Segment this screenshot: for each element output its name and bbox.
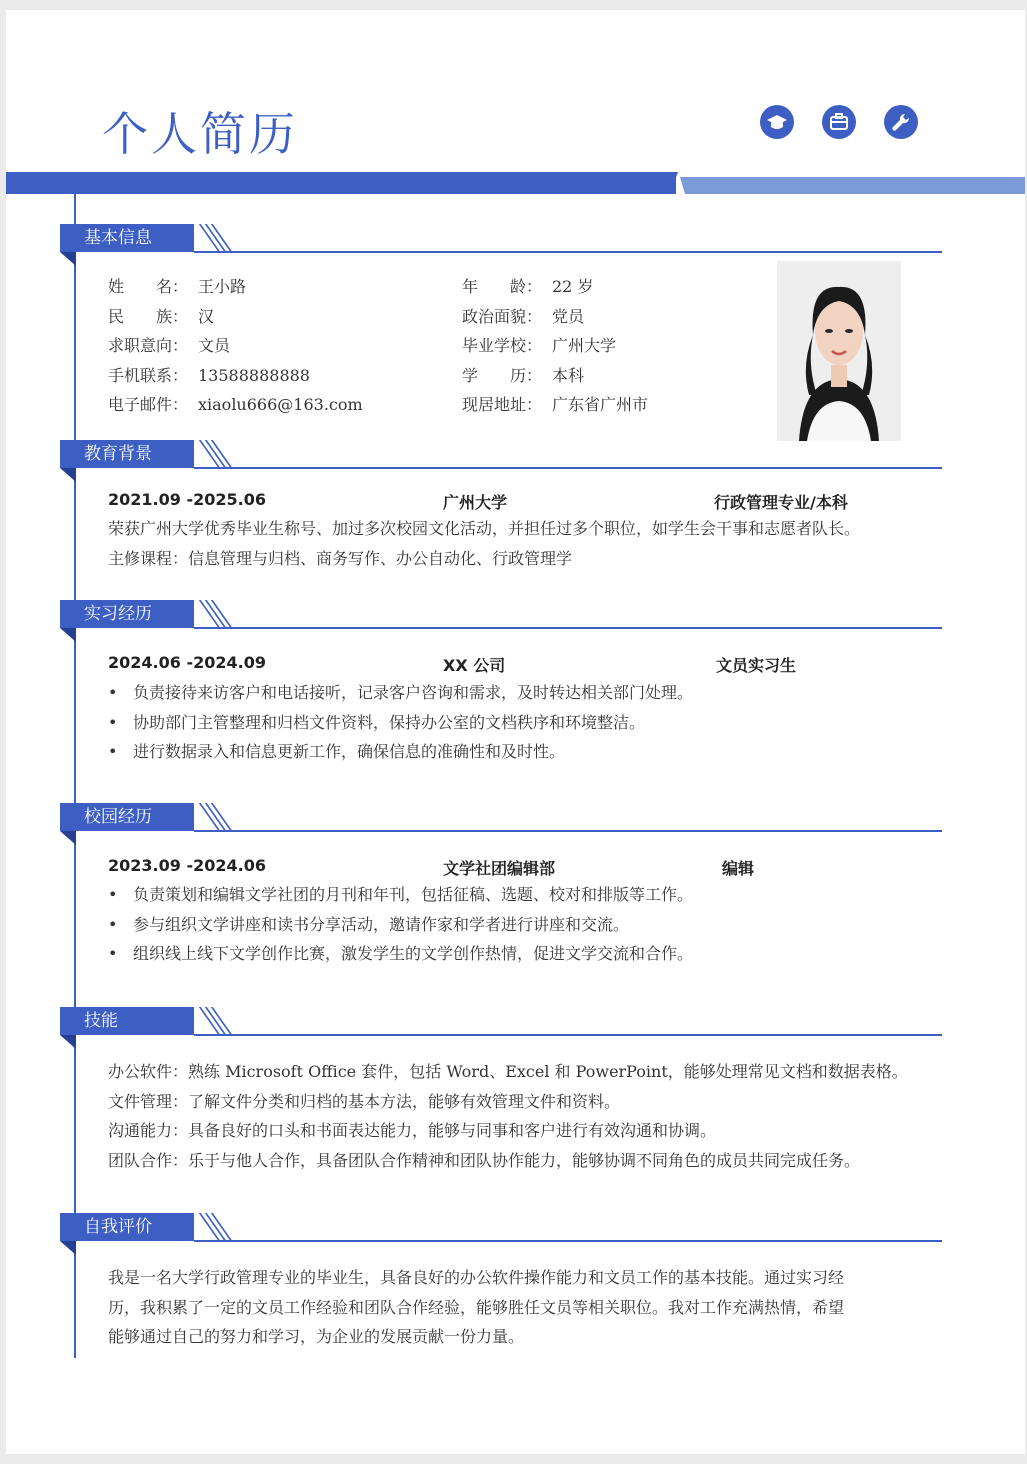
internship-role: 文员实习生 bbox=[716, 656, 797, 675]
section-fold bbox=[60, 831, 76, 845]
info-label: 民 族： bbox=[108, 306, 189, 326]
bullet-icon: • bbox=[108, 683, 118, 702]
skill-item: 团队合作：乐于与他人合作，具备团队合作精神和团队协作能力，能够协调不同角色的成员共同完成任务。 bbox=[108, 1150, 861, 1170]
self-eval-line: 能够通过自己的努力和学习，为企业的发展贡献一份力量。 bbox=[108, 1327, 525, 1346]
info-value: 汉 bbox=[198, 306, 215, 326]
section-divider bbox=[194, 1034, 942, 1036]
self-eval-line: 历，我积累了一定的文员工作经验和团队合作经验，能够胜任文员等相关职位。我对工作充满热情，希望 bbox=[108, 1297, 845, 1317]
timeline-line bbox=[74, 194, 76, 1358]
skill-item: 办公软件：熟练 Microsoft Office 套件，包括 Word、Excel 和 PowerPoint，能够处理常见文档和数据表格。 bbox=[108, 1062, 908, 1081]
section-divider bbox=[194, 467, 942, 469]
info-value: 本科 bbox=[552, 365, 585, 385]
section-header-self-eval bbox=[60, 1213, 942, 1257]
info-value: xiaolu666@163.com bbox=[198, 395, 363, 414]
education-line: 主修课程：信息管理与归档、商务写作、办公自动化、行政管理学 bbox=[108, 548, 573, 568]
self-eval-line: 我是一名大学行政管理专业的毕业生，具备良好的办公软件操作能力和文员工作的基本技能。通过实习经 bbox=[108, 1268, 845, 1287]
info-value: 文员 bbox=[198, 336, 231, 355]
info-row-degree bbox=[462, 361, 648, 391]
info-row-school bbox=[462, 331, 648, 361]
page-title: 个人简历 bbox=[102, 107, 298, 161]
list-item: • 负责接待来访客户和电话接听，记录客户咨询和需求，及时转达相关部门处理。 bbox=[108, 678, 693, 708]
section-stripes bbox=[194, 224, 234, 252]
education-line: 荣获广州大学优秀毕业生称号、加过多次校园文化活动，并担任过多个职位，如学生会干事和志愿者队长。 bbox=[108, 519, 861, 538]
section-divider bbox=[194, 251, 942, 253]
info-row-address bbox=[462, 390, 648, 420]
section-divider bbox=[194, 830, 942, 832]
section-stripes bbox=[194, 440, 234, 468]
info-label: 毕业学校： bbox=[462, 336, 543, 355]
list-item: • 负责策划和编辑文学社团的月刊和年刊，包括征稿、选题、校对和排版等工作。 bbox=[108, 880, 693, 910]
basic-info-right bbox=[462, 272, 648, 420]
section-title: 基本信息 bbox=[60, 224, 194, 252]
section-divider bbox=[194, 1240, 942, 1242]
wrench-icon bbox=[884, 105, 918, 139]
bullet-icon: • bbox=[108, 885, 118, 904]
section-divider bbox=[194, 627, 942, 629]
education-major: 行政管理专业/本科 bbox=[714, 493, 848, 512]
info-label: 学 历： bbox=[462, 365, 543, 385]
section-stripes bbox=[194, 803, 234, 831]
list-item: • 参与组织文学讲座和读书分享活动，邀请作家和学者进行讲座和交流。 bbox=[108, 910, 693, 940]
bullet-icon: • bbox=[108, 712, 118, 732]
section-fold bbox=[60, 468, 76, 482]
briefcase-icon bbox=[822, 105, 856, 139]
info-row-ethnicity bbox=[108, 302, 363, 332]
header-bar bbox=[6, 172, 676, 194]
section-stripes bbox=[194, 600, 234, 628]
section-title: 实习经历 bbox=[60, 600, 194, 628]
section-header-skills bbox=[60, 1007, 942, 1051]
info-value: 22 岁 bbox=[552, 277, 594, 296]
bullet-icon: • bbox=[108, 944, 118, 963]
info-value: 党员 bbox=[552, 306, 585, 326]
list-item: • 进行数据录入和信息更新工作，确保信息的准确性和及时性。 bbox=[108, 737, 693, 767]
info-row-age bbox=[462, 272, 648, 302]
profile-photo bbox=[777, 261, 901, 441]
education-date: 2021.09 -2025.06 bbox=[108, 490, 266, 509]
section-title: 自我评价 bbox=[60, 1213, 194, 1241]
section-title: 教育背景 bbox=[60, 440, 194, 468]
info-label: 政治面貌： bbox=[462, 306, 543, 326]
internship-bullets bbox=[108, 678, 693, 767]
self-eval-text bbox=[108, 1263, 844, 1352]
basic-info-left bbox=[108, 272, 363, 420]
bullet-icon: • bbox=[108, 742, 118, 761]
info-value: 13588888888 bbox=[198, 365, 310, 385]
section-title: 校园经历 bbox=[60, 803, 194, 831]
campus-bullets bbox=[108, 880, 693, 969]
info-value: 王小路 bbox=[198, 277, 247, 296]
section-header-education bbox=[60, 440, 942, 484]
section-fold bbox=[60, 628, 76, 642]
education-details bbox=[108, 514, 860, 573]
section-stripes bbox=[194, 1213, 234, 1241]
header-bar-light bbox=[680, 177, 1025, 194]
section-title: 技能 bbox=[60, 1007, 194, 1035]
section-header-internship bbox=[60, 600, 942, 644]
info-row-objective bbox=[108, 331, 363, 361]
info-label: 年 龄： bbox=[462, 277, 543, 296]
bullet-icon: • bbox=[108, 914, 118, 934]
section-header-campus bbox=[60, 803, 942, 847]
info-label: 求职意向： bbox=[108, 336, 189, 355]
header-icons bbox=[760, 105, 918, 139]
info-value: 广东省广州市 bbox=[552, 395, 649, 414]
info-value: 广州大学 bbox=[552, 336, 617, 355]
header-bar-notch bbox=[670, 172, 678, 194]
campus-date: 2023.09 -2024.06 bbox=[108, 856, 266, 875]
info-row-phone bbox=[108, 361, 363, 391]
info-label: 电子邮件： bbox=[108, 395, 189, 414]
info-label: 手机联系： bbox=[108, 365, 189, 385]
skills-list bbox=[108, 1057, 908, 1175]
info-row-name bbox=[108, 272, 363, 302]
skill-item: 沟通能力：具备良好的口头和书面表达能力，能够与同事和客户进行有效沟通和协调。 bbox=[108, 1121, 717, 1140]
internship-date: 2024.06 -2024.09 bbox=[108, 653, 266, 672]
info-label: 姓 名： bbox=[108, 277, 189, 296]
section-stripes bbox=[194, 1007, 234, 1035]
resume-page bbox=[6, 10, 1025, 1454]
info-row-email bbox=[108, 390, 363, 420]
education-school: 广州大学 bbox=[443, 493, 508, 512]
info-row-political bbox=[462, 302, 648, 332]
skill-item: 文件管理：了解文件分类和归档的基本方法，能够有效管理文件和资料。 bbox=[108, 1091, 621, 1111]
list-item: • 协助部门主管整理和归档文件资料，保持办公室的文档秩序和环境整洁。 bbox=[108, 708, 693, 738]
section-fold bbox=[60, 252, 76, 266]
internship-company: XX 公司 bbox=[443, 656, 506, 675]
list-item: • 组织线上线下文学创作比赛，激发学生的文学创作热情，促进文学交流和合作。 bbox=[108, 939, 693, 969]
section-fold bbox=[60, 1035, 76, 1049]
campus-role: 编辑 bbox=[722, 859, 755, 878]
info-label: 现居地址： bbox=[462, 395, 543, 414]
section-fold bbox=[60, 1241, 76, 1255]
campus-org: 文学社团编辑部 bbox=[443, 859, 556, 878]
graduation-cap-icon bbox=[760, 105, 794, 139]
